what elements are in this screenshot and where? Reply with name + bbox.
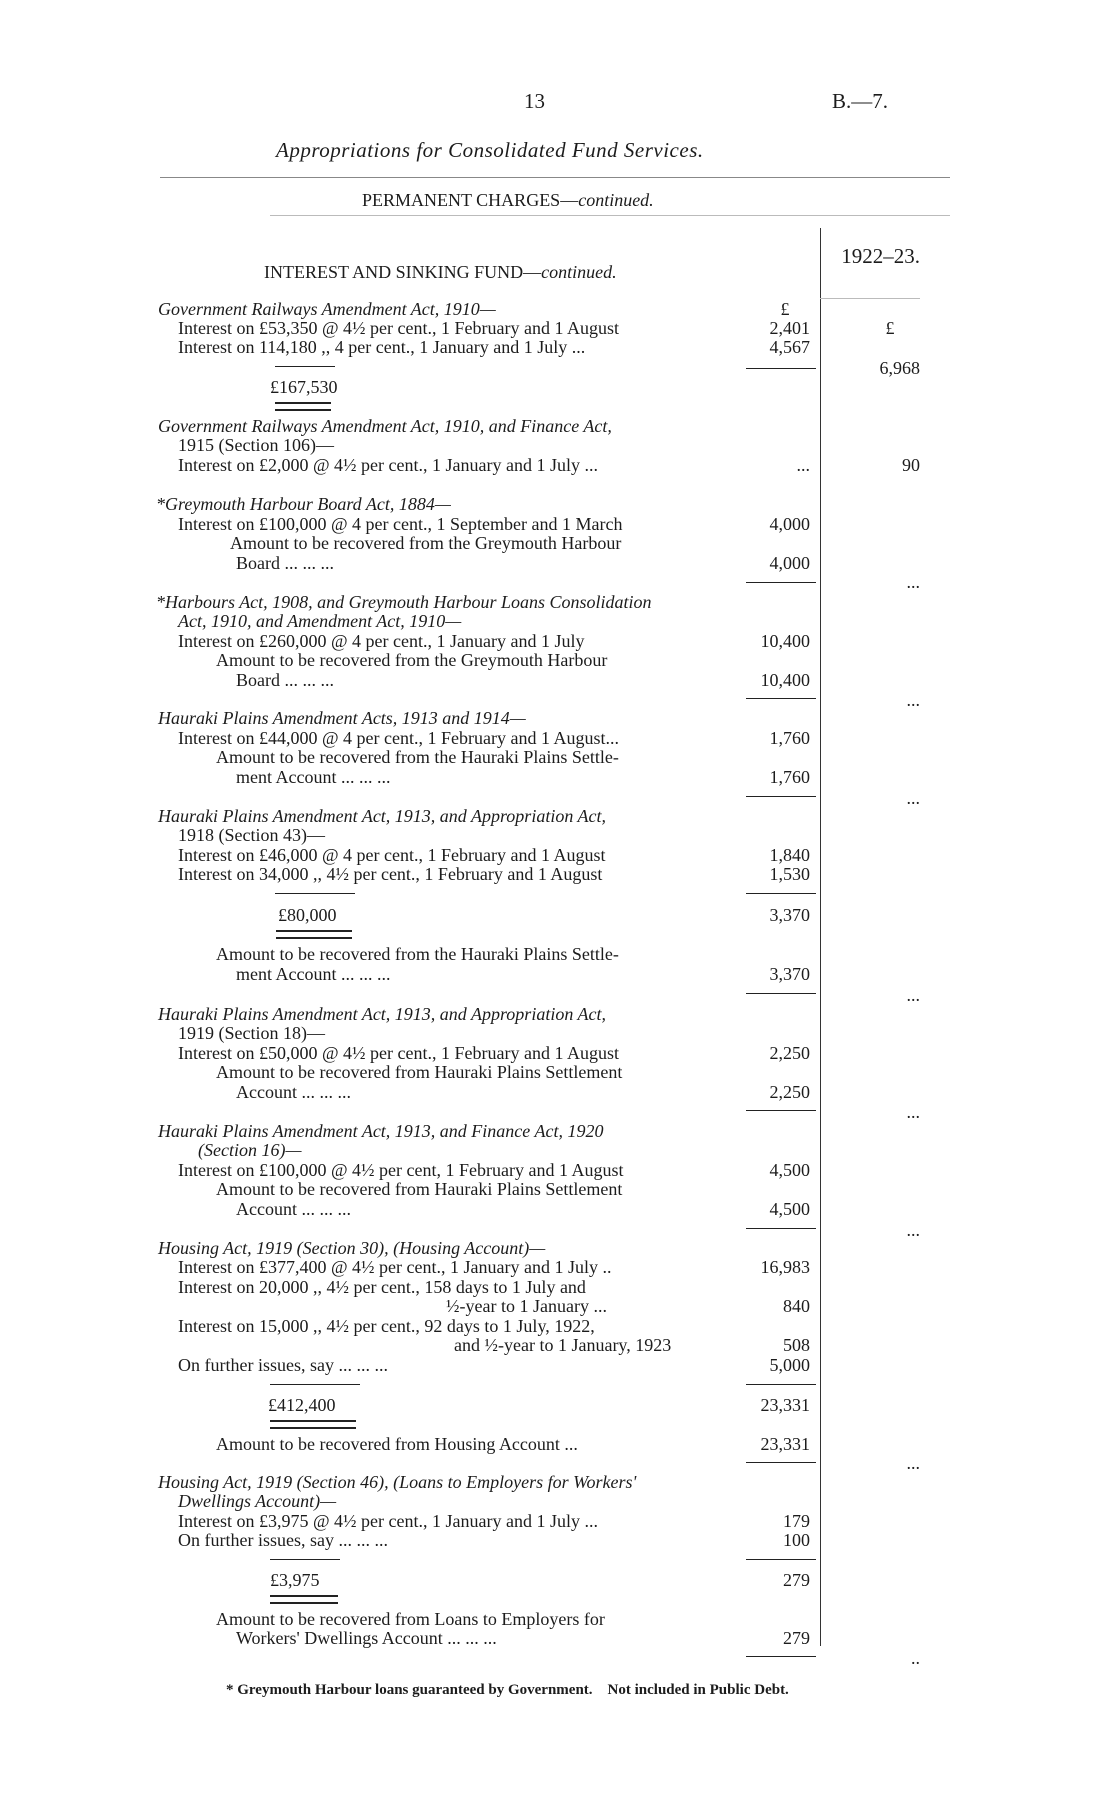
- hauraki3-line2: Amount to be recovered from Hauraki Plains Settlement: [216, 1062, 623, 1082]
- hauraki2-title1: Hauraki Plains Amendment Act, 1913, and Appropriation Act,: [158, 806, 606, 826]
- year-column-divider: [820, 228, 821, 1646]
- hauraki1-amount-rule: [746, 796, 816, 797]
- housing46-amount-rule: [746, 1559, 816, 1560]
- hauraki4-amount-rule: [746, 1228, 816, 1229]
- housing46-title2: Dwellings Account)—: [178, 1491, 337, 1511]
- gov-rail-principal-rule: [275, 366, 335, 367]
- gov-rail-total: 6,968: [879, 358, 920, 378]
- page-number: 13: [524, 89, 545, 113]
- pound-sign-col1: £: [780, 299, 790, 319]
- housing30-line1: Interest on £377,400 @ 4½ per cent., 1 January and 1 July ..: [178, 1257, 612, 1277]
- hauraki3-line1: Interest on £50,000 @ 4½ per cent., 1 February and 1 August: [178, 1043, 619, 1063]
- housing30-line5-amount: 508: [783, 1335, 810, 1355]
- housing30-line6-amount: 5,000: [769, 1355, 810, 1375]
- harbours-line2: Amount to be recovered from the Greymouth Harbour: [216, 650, 608, 670]
- gov-rail-fin-line1: Interest on £2,000 @ 4½ per cent., 1 January and 1 July ...: [178, 455, 598, 475]
- hauraki4-line3: Account ... ... ...: [236, 1199, 351, 1219]
- gov-rail-fin-title2: 1915 (Section 106)—: [178, 435, 334, 455]
- hauraki2-line4-amount: 3,370: [769, 964, 810, 984]
- harbours-amount-rule: [746, 698, 816, 699]
- page-title: Appropriations for Consolidated Fund Services.: [276, 138, 704, 162]
- greymouth-line2: Amount to be recovered from the Greymouth Harbour: [230, 533, 622, 553]
- hauraki2-line4: ment Account ... ... ...: [236, 964, 391, 984]
- housing30-amount-rule2: [746, 1462, 816, 1463]
- hauraki2-amount-rule2: [746, 993, 816, 994]
- hauraki4-title2: (Section 16)—: [198, 1140, 302, 1160]
- housing46-line2-amount: 100: [783, 1530, 810, 1550]
- hauraki2-line2: Interest on 34,000 ,, 4½ per cent., 1 February and 1 August: [178, 864, 603, 884]
- hauraki3-total: ...: [906, 1102, 920, 1122]
- greymouth-total: ...: [906, 572, 920, 592]
- hauraki1-title: Hauraki Plains Amendment Acts, 1913 and 1914—: [158, 708, 526, 728]
- hauraki3-title2: 1919 (Section 18)—: [178, 1023, 325, 1043]
- heading-main: PERMANENT CHARGES—: [362, 190, 579, 210]
- year-label: 1922–23.: [841, 244, 920, 268]
- housing30-line2: Interest on 20,000 ,, 4½ per cent., 158 days to 1 July and: [178, 1277, 586, 1297]
- housing46-line2: On further issues, say ... ... ...: [178, 1530, 388, 1550]
- housing30-title: Housing Act, 1919 (Section 30), (Housing Account)—: [158, 1238, 546, 1258]
- gov-rail-fin-total: 90: [902, 455, 920, 475]
- housing30-subtotal: 23,331: [760, 1395, 810, 1415]
- hauraki2-principal-rule: [275, 893, 355, 894]
- hauraki2-line1-amount: 1,840: [769, 845, 810, 865]
- housing30-total: ...: [906, 1453, 920, 1473]
- harbours-line3: Board ... ... ...: [236, 670, 334, 690]
- hauraki1-line3: ment Account ... ... ...: [236, 767, 391, 787]
- gov-rail-principal: £167,530: [270, 377, 338, 397]
- gov-rail-line2: Interest on 114,180 ,, 4 per cent., 1 January and 1 July ...: [178, 337, 586, 357]
- housing30-line7: Amount to be recovered from Housing Account ...: [216, 1434, 578, 1454]
- hauraki4-line3-amount: 4,500: [769, 1199, 810, 1219]
- hauraki2-amount-rule: [746, 893, 816, 894]
- housing46-title1: Housing Act, 1919 (Section 46), (Loans to Employers for Workers': [158, 1472, 637, 1492]
- housing30-principal: £412,400: [268, 1395, 336, 1415]
- gov-rail-amount-rule: [746, 368, 816, 369]
- harbours-line3-amount: 10,400: [760, 670, 810, 690]
- gov-rail-title: Government Railways Amendment Act, 1910—: [158, 299, 496, 319]
- hauraki2-line2-amount: 1,530: [769, 864, 810, 884]
- housing46-double-rule: [270, 1595, 338, 1604]
- gov-rail-line1-amount: 2,401: [769, 318, 810, 338]
- hauraki4-total: ...: [906, 1220, 920, 1240]
- harbours-title2: Act, 1910, and Amendment Act, 1910—: [178, 611, 462, 631]
- hauraki3-title1: Hauraki Plains Amendment Act, 1913, and Appropriation Act,: [158, 1004, 606, 1024]
- hauraki3-line3: Account ... ... ...: [236, 1082, 351, 1102]
- section-heading: [264, 262, 617, 282]
- housing46-subtotal: 279: [783, 1570, 810, 1590]
- document-reference: B.—7.: [832, 89, 889, 113]
- subheading-rule: [270, 215, 950, 216]
- housing30-line1-amount: 16,983: [760, 1257, 810, 1277]
- hauraki4-line1: Interest on £100,000 @ 4½ per cent, 1 February and 1 August: [178, 1160, 624, 1180]
- title-rule: [160, 177, 950, 178]
- greymouth-line1-amount: 4,000: [769, 514, 810, 534]
- housing46-line4-amount: 279: [783, 1628, 810, 1648]
- housing46-line3: Amount to be recovered from Loans to Employers for: [216, 1609, 605, 1629]
- hauraki3-line1-amount: 2,250: [769, 1043, 810, 1063]
- section-main: INTEREST AND SINKING FUND—: [264, 262, 542, 282]
- housing30-line3: ½-year to 1 January ...: [446, 1296, 607, 1316]
- hauraki2-title2: 1918 (Section 43)—: [178, 825, 325, 845]
- housing46-total: ..: [911, 1648, 920, 1668]
- housing30-line7-amount: 23,331: [760, 1434, 810, 1454]
- gov-rail-line1: Interest on £53,350 @ 4½ per cent., 1 February and 1 August: [178, 318, 619, 338]
- heading-continued: continued.: [578, 190, 654, 210]
- greymouth-amount-rule: [746, 582, 816, 583]
- section-continued: continued.: [541, 262, 617, 282]
- hauraki4-line1-amount: 4,500: [769, 1160, 810, 1180]
- hauraki2-subtotal: 3,370: [769, 905, 810, 925]
- hauraki1-line3-amount: 1,760: [769, 767, 810, 787]
- permanent-charges-heading: [362, 190, 654, 210]
- hauraki4-line2: Amount to be recovered from Hauraki Plains Settlement: [216, 1179, 623, 1199]
- housing46-line4: Workers' Dwellings Account ... ... ...: [236, 1628, 497, 1648]
- housing30-line6: On further issues, say ... ... ...: [178, 1355, 388, 1375]
- greymouth-line1: Interest on £100,000 @ 4 per cent., 1 September and 1 March: [178, 514, 623, 534]
- housing30-principal-rule: [270, 1384, 360, 1385]
- housing30-line4: Interest on 15,000 ,, 4½ per cent., 92 days to 1 July, 1922,: [178, 1316, 595, 1336]
- housing30-line3-amount: 840: [783, 1296, 810, 1316]
- hauraki1-line1-amount: 1,760: [769, 728, 810, 748]
- housing46-principal: £3,975: [270, 1570, 320, 1590]
- housing30-amount-rule: [746, 1384, 816, 1385]
- harbours-title1: *Harbours Act, 1908, and Greymouth Harbour Loans Consolidation: [156, 592, 652, 612]
- gov-rail-fin-title1: Government Railways Amendment Act, 1910, and Finance Act,: [158, 416, 612, 436]
- greymouth-title: *Greymouth Harbour Board Act, 1884—: [156, 494, 451, 514]
- harbours-line1-amount: 10,400: [760, 631, 810, 651]
- housing46-line1-amount: 179: [783, 1511, 810, 1531]
- hauraki3-line3-amount: 2,250: [769, 1082, 810, 1102]
- housing46-line1: Interest on £3,975 @ 4½ per cent., 1 January and 1 July ...: [178, 1511, 598, 1531]
- hauraki1-total: ...: [906, 788, 920, 808]
- pound-sign-col2: £: [885, 318, 895, 338]
- hauraki1-line2: Amount to be recovered from the Hauraki Plains Settle-: [216, 747, 619, 767]
- hauraki2-line1: Interest on £46,000 @ 4 per cent., 1 February and 1 August: [178, 845, 606, 865]
- year-label-rule: [820, 298, 920, 299]
- harbours-total: ...: [906, 690, 920, 710]
- hauraki2-principal: £80,000: [278, 905, 337, 925]
- harbours-line1: Interest on £260,000 @ 4 per cent., 1 January and 1 July: [178, 631, 585, 651]
- hauraki4-title1: Hauraki Plains Amendment Act, 1913, and Finance Act, 1920: [158, 1121, 604, 1141]
- housing30-double-rule: [270, 1420, 356, 1429]
- gov-rail-line2-amount: 4,567: [769, 337, 810, 357]
- gov-rail-double-rule: [275, 402, 331, 411]
- greymouth-line3: Board ... ... ...: [236, 553, 334, 573]
- hauraki2-double-rule: [276, 930, 352, 939]
- hauraki3-amount-rule: [746, 1110, 816, 1111]
- footnote: * Greymouth Harbour loans guaranteed by Government. Not included in Public Debt.: [226, 1682, 789, 1698]
- hauraki2-line3: Amount to be recovered from the Hauraki Plains Settle-: [216, 944, 619, 964]
- gov-rail-fin-line1-amount: ...: [796, 455, 810, 475]
- housing46-principal-rule: [270, 1559, 340, 1560]
- hauraki2-total: ...: [906, 985, 920, 1005]
- greymouth-line3-amount: 4,000: [769, 553, 810, 573]
- housing46-amount-rule2: [746, 1656, 816, 1657]
- housing30-line5: and ½-year to 1 January, 1923: [454, 1335, 672, 1355]
- hauraki1-line1: Interest on £44,000 @ 4 per cent., 1 February and 1 August...: [178, 728, 619, 748]
